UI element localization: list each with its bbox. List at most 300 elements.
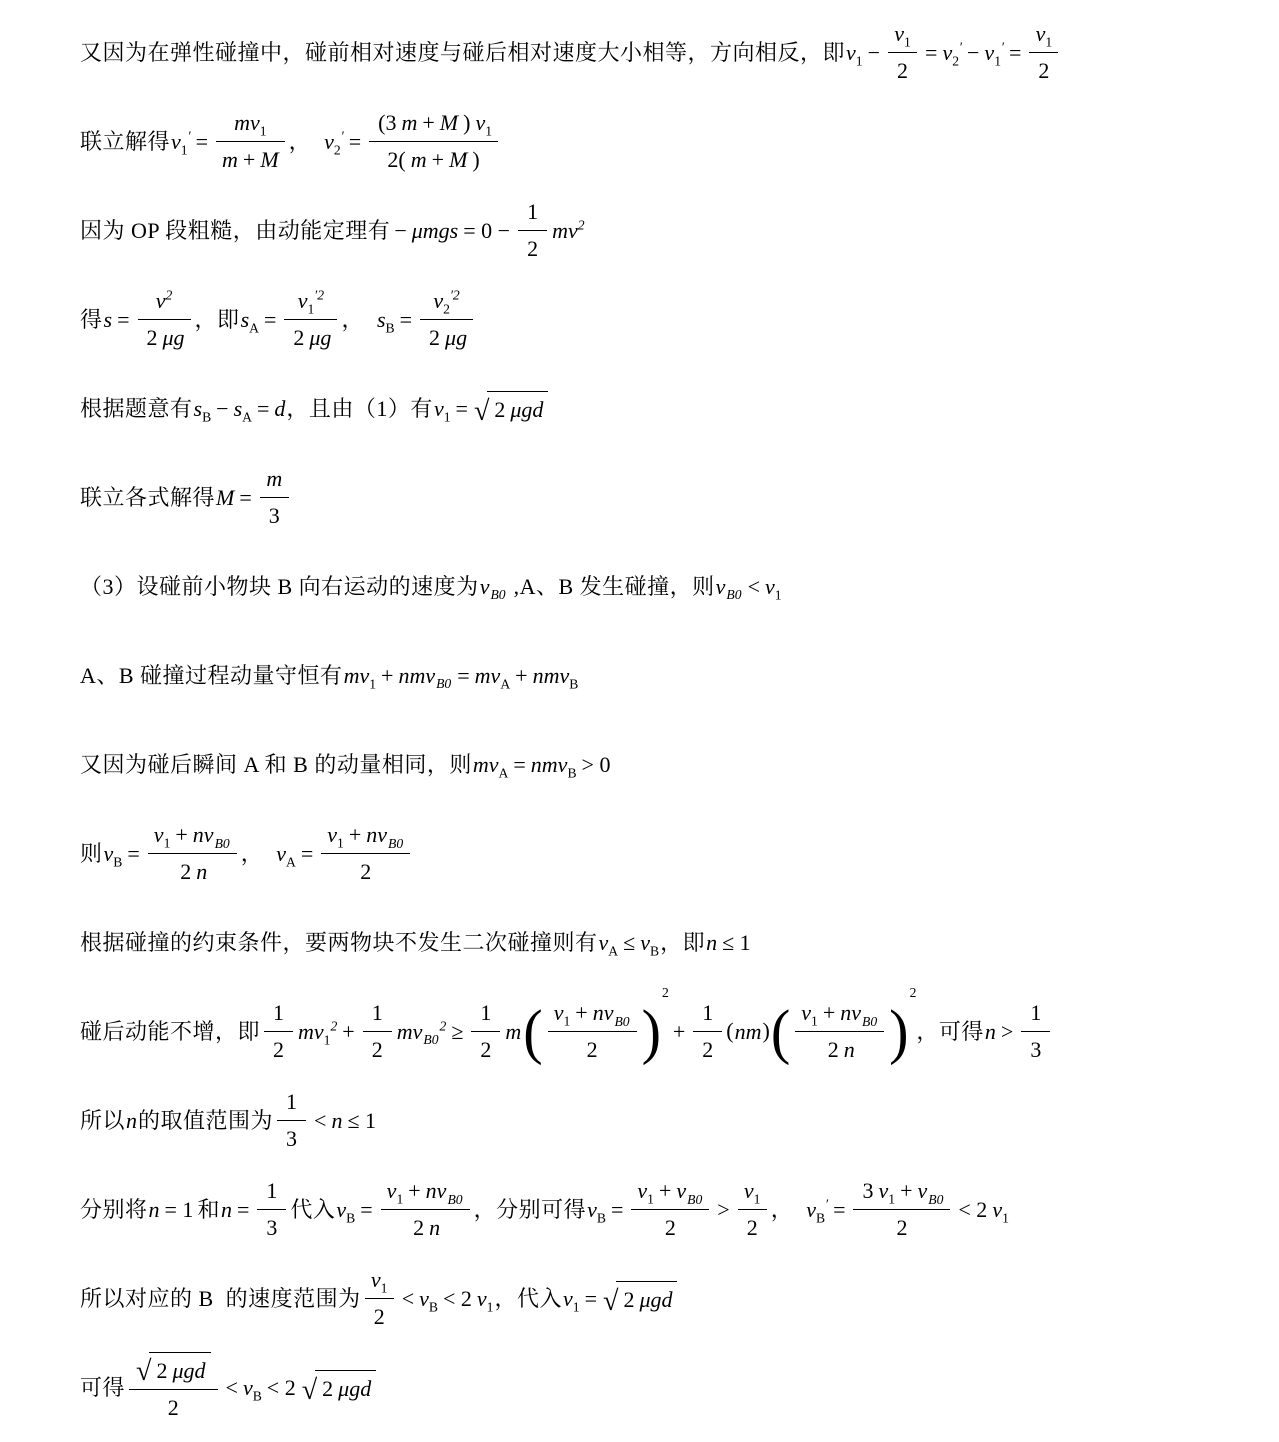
subscript: B0 — [928, 1191, 944, 1207]
math-var: $v_2'$ — [324, 128, 344, 157]
math-var: μg — [445, 325, 468, 350]
math-var: $s_B$ — [376, 306, 395, 335]
superscript: ′ — [187, 128, 191, 144]
text-run: ， — [240, 840, 276, 866]
subscript: 1 — [486, 1298, 494, 1314]
math-operator: ≤ 1 — [722, 929, 751, 955]
math-var: $mv_1$ — [234, 110, 267, 139]
math-fraction — [631, 1175, 709, 1244]
math-operator: − — [967, 39, 980, 65]
math-operator: = — [195, 128, 208, 154]
text-run: ， — [288, 128, 324, 154]
subscript: B — [252, 1387, 262, 1403]
math-operator: 2 — [371, 1037, 383, 1062]
subscript: 2 — [952, 52, 960, 68]
denominator — [1021, 1032, 1050, 1066]
text-run: ，分别可得 — [473, 1196, 587, 1222]
subscript: A — [500, 675, 511, 691]
math-operator: > — [717, 1196, 730, 1222]
math-fraction — [365, 1264, 394, 1333]
text-run: 则 — [80, 840, 103, 866]
subscript: A — [285, 853, 296, 869]
math-var: $v_A$ — [276, 840, 296, 869]
numerator — [257, 1175, 286, 1210]
math-var: $v_B$ — [242, 1374, 262, 1403]
denominator — [277, 1121, 306, 1155]
superscript: 2 — [330, 1018, 338, 1034]
math-var: nmv$_B$ — [530, 751, 577, 780]
math-var: $nv_{B0}$ — [192, 822, 230, 851]
math-var: $v_1$ — [562, 1285, 580, 1314]
solution-line — [80, 898, 1231, 987]
solution-line — [80, 720, 1231, 809]
math-var: M — [439, 110, 459, 136]
math-var: n — [843, 1037, 855, 1062]
math-var: $mv_A$ — [472, 751, 509, 780]
math-operator: < — [747, 573, 760, 599]
math-var: $v^2$ — [155, 287, 173, 314]
math-operator: + — [431, 147, 445, 172]
subscript: B0 — [614, 1013, 630, 1029]
math-fraction — [548, 997, 637, 1066]
math-operator: 2 — [746, 1215, 758, 1240]
solution-line — [80, 542, 1231, 631]
math-var: μmgs — [411, 217, 459, 243]
math-operator: 3 — [862, 1178, 874, 1204]
math-operator: 2 — [664, 1215, 676, 1240]
subscript: B — [113, 853, 123, 869]
math-group — [726, 1016, 770, 1048]
denominator — [365, 1299, 394, 1333]
subscript: 1 — [259, 123, 267, 139]
math-operator: 1 — [286, 1089, 298, 1115]
math-operator: > — [1000, 1018, 1014, 1044]
math-operator: 3 — [286, 1126, 298, 1151]
math-var: m — [401, 110, 418, 136]
subscript: 1 — [180, 141, 188, 157]
math-operator: = — [127, 840, 140, 866]
numerator — [518, 196, 547, 231]
text-run: 联立各式解得 — [80, 484, 216, 510]
radicand — [616, 1281, 677, 1316]
math-var: n — [148, 1196, 160, 1222]
text-run: ， — [341, 306, 376, 332]
math-var: m — [266, 466, 283, 492]
numerator — [381, 1175, 470, 1210]
math-operator: = — [257, 395, 270, 421]
math-operator: > 0 — [581, 751, 611, 777]
math-operator: 2 — [1038, 58, 1050, 83]
solution-line — [80, 631, 1231, 720]
text-run: 碰后动能不增，即 — [80, 1018, 261, 1044]
math-var: $v_1$ — [153, 822, 171, 851]
denominator — [853, 1210, 950, 1244]
math-var: nmv$_B$ — [532, 662, 579, 691]
math-operator: 1 — [266, 1178, 278, 1204]
math-fraction — [1021, 997, 1050, 1066]
math-operator: 1 — [273, 1000, 285, 1026]
radical-sign-icon: √ — [602, 1285, 619, 1317]
denominator — [264, 1032, 293, 1066]
radicand — [149, 1352, 210, 1387]
text-run: 因为 OP 段粗糙，由动能定理有 — [80, 217, 391, 243]
group-content — [544, 997, 641, 1066]
subscript: 1 — [994, 52, 1001, 68]
math-operator: = — [360, 1196, 373, 1222]
math-fraction — [321, 819, 410, 888]
math-var: $mv_{B0}^2$ — [396, 1018, 447, 1047]
math-operator: 3 — [1030, 1037, 1042, 1062]
subscript: 2 — [443, 301, 450, 317]
math-operator: + — [822, 1000, 836, 1026]
math-fraction — [129, 1352, 218, 1424]
math-operator: − — [394, 217, 407, 243]
denominator — [148, 854, 237, 888]
denominator — [284, 320, 337, 354]
math-var: $v_2^{'2}$ — [433, 287, 460, 317]
math-operator: = — [457, 662, 470, 688]
text-run: A、B 碰撞过程动量守恒有 — [80, 662, 343, 688]
numerator — [369, 107, 498, 142]
subscript: B0 — [423, 1031, 439, 1047]
math-fraction — [284, 285, 337, 354]
solution-line — [80, 275, 1231, 364]
math-operator: ) — [463, 110, 471, 136]
numerator — [321, 819, 410, 854]
math-var: $v_1^{'2}$ — [297, 287, 325, 317]
subscript: B — [815, 1209, 826, 1225]
math-var: $v_1$ — [475, 110, 493, 139]
solution-line — [80, 97, 1231, 186]
superscript: ′ — [340, 128, 344, 144]
superscript: ′ — [1001, 39, 1004, 55]
subscript: 1 — [307, 301, 315, 317]
subscript: B — [596, 1209, 606, 1225]
math-var: $v_{B0}$ — [479, 573, 506, 602]
math-operator: 2 — [373, 1304, 385, 1329]
math-operator: = — [239, 484, 252, 510]
math-operator: 1 — [1030, 1000, 1042, 1026]
math-operator: = 0 − — [463, 217, 511, 243]
solution-line — [80, 1343, 1231, 1432]
math-fraction — [216, 107, 285, 176]
numerator — [148, 819, 237, 854]
math-var: nmv$_{B0}$ — [398, 662, 452, 691]
subscript: 1 — [443, 408, 451, 424]
math-group: ( $v_1$ + $nv_{B0}$ 2 n ) 2 — [770, 985, 917, 1066]
math-operator: (3 — [378, 110, 397, 136]
math-fraction — [693, 997, 722, 1066]
denominator — [260, 498, 289, 532]
right-paren: ) — [889, 997, 909, 1066]
text-run: 又因为在弹性碰撞中，碰前相对速度与碰后相对速度大小相等，方向相反，即 — [80, 39, 846, 65]
radical-sign-icon: √ — [473, 395, 490, 427]
math-operator: + — [900, 1178, 913, 1204]
text-run: 得 — [80, 306, 103, 332]
subscript: B0 — [687, 1191, 703, 1207]
text-run: 联立解得 — [80, 128, 171, 154]
denominator — [795, 1032, 884, 1066]
denominator — [321, 854, 410, 888]
math-var: $v_{B0}$ — [715, 573, 742, 602]
math-operator: 1 — [527, 199, 539, 225]
subscript: 1 — [163, 835, 171, 851]
text-run: 分别将 — [80, 1196, 148, 1222]
math-operator: + — [342, 1018, 355, 1044]
document-body — [80, 8, 1231, 1432]
denominator — [129, 1390, 218, 1424]
solution-line — [80, 1254, 1231, 1343]
subscript: B0 — [436, 675, 452, 691]
radical-sign-icon: √ — [136, 1356, 152, 1388]
subscript: 1 — [811, 1013, 818, 1029]
subscript: 1 — [903, 34, 911, 50]
denominator — [1029, 53, 1058, 87]
math-operator: = — [610, 1196, 624, 1222]
math-var: $v_1$ — [370, 1267, 388, 1296]
math-operator: 2 — [897, 58, 909, 83]
math-operator: < — [225, 1374, 238, 1400]
math-fraction — [1029, 18, 1058, 87]
math-operator: 2 — [146, 325, 158, 350]
solution-line — [80, 8, 1231, 97]
superscript: 2 — [165, 287, 173, 303]
math-operator: = — [513, 751, 526, 777]
math-operator: − — [867, 39, 881, 65]
math-fraction — [257, 1175, 286, 1244]
math-fraction — [471, 997, 500, 1066]
math-operator: ) — [472, 147, 480, 172]
math-operator: + — [422, 110, 435, 136]
math-var: $mv_A$ — [474, 662, 511, 691]
math-sqrt — [474, 391, 549, 426]
math-var: M — [449, 147, 468, 172]
solution-line — [80, 987, 1231, 1076]
numerator — [853, 1175, 950, 1210]
text-run: ，且由（1）有 — [286, 395, 433, 421]
text-run: 所以对应的 B 的速度范围为 — [80, 1285, 361, 1311]
subscript: A — [498, 764, 509, 780]
math-var: $v_1$ — [878, 1178, 896, 1207]
numerator — [888, 18, 917, 53]
superscript: ′ — [959, 39, 962, 55]
right-paren: ) — [762, 1018, 770, 1044]
math-operator: 2 — [360, 859, 372, 884]
numerator — [284, 285, 337, 320]
numerator — [1029, 18, 1058, 53]
group-content — [734, 1016, 763, 1048]
math-fraction — [888, 18, 917, 87]
math-var: $nv_{B0}$ — [425, 1178, 463, 1207]
math-fraction — [148, 819, 237, 888]
math-var: $v_1$ — [846, 39, 863, 68]
math-fraction — [518, 196, 547, 265]
math-operator: < 2 — [442, 1285, 472, 1311]
math-fraction — [738, 1175, 767, 1244]
math-var: $v_{B0}$ — [917, 1178, 944, 1207]
math-operator: ≤ 1 — [347, 1107, 377, 1133]
math-fraction — [369, 107, 498, 176]
math-var: n — [220, 1196, 232, 1222]
radicand — [487, 391, 548, 426]
math-operator: 2 — [273, 1037, 285, 1062]
numerator — [365, 1264, 394, 1299]
numerator — [420, 285, 473, 320]
math-var: d — [274, 395, 286, 421]
math-var: $v_B'$ — [806, 1196, 829, 1225]
denominator — [369, 142, 498, 176]
math-var: $v_1$ — [476, 1285, 494, 1314]
math-var: $mv_1^2$ — [298, 1018, 338, 1047]
math-var: n — [429, 1215, 441, 1240]
math-operator: + — [408, 1178, 421, 1204]
math-var: $v_1$ — [992, 1196, 1009, 1225]
text-run: ，代入 — [494, 1285, 562, 1311]
math-var: $mv_1$ — [343, 662, 377, 691]
math-operator: < 2 — [266, 1374, 296, 1400]
math-operator: < 2 — [958, 1196, 988, 1222]
subscript: 1 — [485, 123, 493, 139]
math-operator: 2 — [702, 1037, 714, 1062]
numerator — [264, 997, 293, 1032]
numerator — [738, 1175, 767, 1210]
math-operator: 2 — [413, 1215, 425, 1240]
math-operator: = — [348, 128, 362, 154]
math-var: $v_B$ — [640, 929, 660, 958]
subscript: 1 — [774, 586, 782, 602]
math-operator: 2 — [429, 325, 441, 350]
math-var: m — [222, 147, 238, 172]
math-var: m — [410, 147, 427, 172]
superscript: 2 — [439, 1018, 447, 1034]
solution-line — [80, 809, 1231, 898]
text-run: ,A、B 发生碰撞，则 — [507, 573, 715, 599]
denominator — [738, 1210, 767, 1244]
denominator — [518, 231, 547, 265]
solution-line — [80, 1165, 1231, 1254]
math-var: $v_1$ — [386, 1178, 404, 1207]
math-var: μg — [309, 325, 332, 350]
subscript: B0 — [214, 835, 230, 851]
math-var: M — [216, 484, 235, 510]
solution-line — [80, 186, 1231, 275]
math-var: $s_A$ — [233, 395, 252, 424]
subscript: B — [428, 1298, 438, 1314]
math-operator: = — [236, 1196, 250, 1222]
superscript: ′ — [825, 1196, 829, 1212]
subscript: B0 — [490, 586, 506, 602]
math-operator: 2 — [180, 859, 192, 884]
denominator — [471, 1032, 500, 1066]
math-var: $v_{B0}$ — [676, 1178, 703, 1207]
subscript: 1 — [855, 52, 863, 68]
subscript: B — [567, 764, 577, 780]
math-operator: < — [314, 1107, 327, 1133]
subscript: 1 — [380, 1280, 388, 1296]
math-operator: = — [263, 306, 277, 332]
numerator — [1021, 997, 1050, 1032]
math-var: $mv^2$ — [552, 217, 585, 243]
subscript: 1 — [572, 1298, 580, 1314]
subscript: B0 — [447, 1191, 463, 1207]
math-operator: 2 — [480, 1037, 492, 1062]
math-var: $v_1$ — [801, 1000, 818, 1029]
numerator — [277, 1086, 306, 1121]
math-var: $nv_{B0}$ — [592, 1000, 630, 1029]
subscript: A — [249, 319, 259, 335]
subscript: B0 — [862, 1013, 878, 1029]
subscript: B — [649, 942, 660, 958]
math-operator: ≥ — [451, 1018, 464, 1044]
subscript: 1 — [369, 675, 377, 691]
math-var: $v_2'$ — [942, 39, 962, 68]
math-fraction — [381, 1175, 470, 1244]
math-operator: 1 — [702, 1000, 714, 1026]
subscript: B0 — [726, 586, 742, 602]
subscript: 1 — [1002, 1209, 1009, 1225]
math-operator: 3 — [266, 1215, 278, 1240]
math-operator: + — [575, 1000, 588, 1026]
subscript: 1 — [888, 1191, 896, 1207]
math-operator: 2 — [896, 1215, 908, 1240]
denominator — [888, 53, 917, 87]
subscript: 1 — [753, 1191, 761, 1207]
math-var: $v_1$ — [327, 822, 344, 851]
math-var: $v_1'$ — [984, 39, 1004, 68]
text-run: 根据题意有 — [80, 395, 193, 421]
math-fraction — [363, 997, 392, 1066]
math-fraction — [264, 997, 293, 1066]
math-operator: = 1 — [164, 1196, 194, 1222]
math-group: ( $v_1$ + $nv_{B0}$ 2 ) 2 — [523, 985, 669, 1066]
math-operator: = — [399, 306, 413, 332]
radicand — [315, 1370, 376, 1405]
subscript: B — [346, 1209, 356, 1225]
text-run: ，可得 — [916, 1018, 984, 1044]
math-var: M — [260, 147, 279, 172]
math-var: $v_B$ — [587, 1196, 606, 1225]
subscript: A — [608, 942, 619, 958]
denominator — [631, 1210, 709, 1244]
subscript: A — [242, 408, 252, 424]
text-run: 又因为碰后瞬间 A 和 B 的动量相同，则 — [80, 751, 472, 777]
denominator — [548, 1032, 637, 1066]
math-operator: = — [584, 1285, 597, 1311]
solution-line — [80, 1076, 1231, 1165]
math-operator: ≤ — [623, 929, 636, 955]
text-run: 所以 — [80, 1107, 126, 1133]
math-operator: 2 — [167, 1394, 179, 1420]
math-var: n — [706, 929, 718, 955]
subscript: 1 — [563, 1013, 571, 1029]
numerator — [693, 997, 722, 1032]
math-var: $v_B$ — [336, 1196, 356, 1225]
math-operator: + — [658, 1178, 672, 1204]
math-operator: 1 — [480, 1000, 492, 1026]
radical-sign-icon: √ — [301, 1374, 318, 1406]
math-operator: + — [175, 822, 188, 848]
text-run: 的取值范围为 — [138, 1107, 274, 1133]
subscript: B — [202, 408, 212, 424]
subscript: B — [385, 319, 395, 335]
solution-line — [80, 364, 1231, 453]
math-var: $s_B$ — [193, 395, 212, 424]
math-var: $v_1$ — [433, 395, 451, 424]
subscript: 2 — [333, 141, 341, 157]
math-var: $nv_{B0}$ — [840, 1000, 878, 1029]
math-var: μgd — [172, 1357, 206, 1383]
text-run: ，即 — [660, 929, 706, 955]
